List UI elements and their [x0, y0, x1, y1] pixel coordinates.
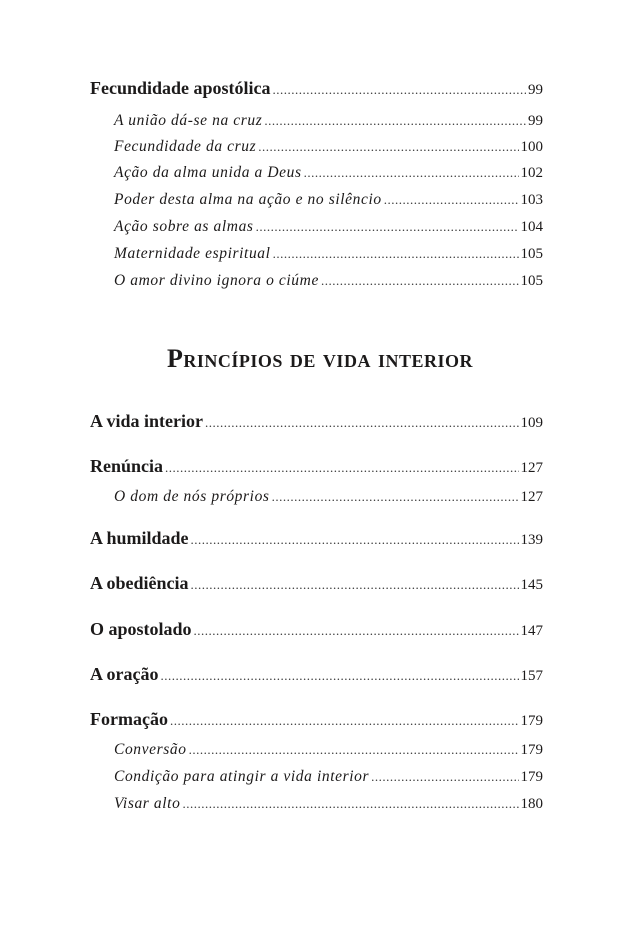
toc-entry-title: A oração	[90, 664, 159, 684]
dot-leader	[205, 415, 519, 431]
toc-entry-title: A obediência	[90, 573, 189, 593]
toc-entry-title: O apostolado	[90, 619, 192, 639]
toc-entry	[90, 456, 543, 477]
toc-entry-page: 147	[520, 623, 543, 639]
toc-subentry	[114, 768, 543, 786]
dot-leader	[264, 113, 526, 129]
toc-entry-page: 109	[520, 415, 543, 431]
toc-entry-title: A humildade	[90, 528, 189, 548]
toc-entry	[90, 78, 543, 99]
toc-subentry-page: 99	[528, 113, 543, 129]
toc-subentry-page: 127	[520, 489, 543, 505]
toc-entry	[90, 619, 543, 640]
dot-leader	[273, 246, 519, 262]
toc-entry	[90, 573, 543, 594]
toc-subentry-page: 103	[520, 192, 543, 208]
toc-subentry-page: 104	[520, 219, 543, 235]
toc-entry-title: Formação	[90, 709, 168, 729]
toc-subentry-page: 102	[520, 165, 543, 181]
toc-subentry	[114, 272, 543, 290]
toc-subentry-title: Maternidade espiritual	[114, 245, 271, 262]
toc-entry-page: 157	[520, 668, 543, 684]
toc-subentry-title: Visar alto	[114, 795, 181, 812]
dot-leader	[182, 796, 518, 812]
toc-entry-title: Fecundidade apostólica	[90, 78, 271, 98]
toc-subentry	[114, 112, 543, 130]
toc-subentry-title: Fecundidade da cruz	[114, 138, 257, 155]
toc-subentry	[114, 138, 543, 156]
toc-entry-title: A vida interior	[90, 411, 203, 431]
toc-subentry-title: O dom de nós próprios	[114, 488, 270, 505]
dot-leader	[191, 532, 519, 548]
toc-subentry	[114, 488, 543, 506]
toc-subentry	[114, 218, 543, 236]
toc-subentry	[114, 164, 543, 182]
toc-subentry-title: O amor divino ignora o ciúme	[114, 272, 319, 289]
dot-leader	[272, 489, 519, 505]
toc-entry-page: 139	[520, 532, 543, 548]
toc-entry-page: 99	[528, 82, 543, 98]
dot-leader	[273, 82, 526, 98]
toc-subentry	[114, 741, 543, 759]
toc-subentry-page: 179	[520, 769, 543, 785]
toc-subentry-page: 100	[520, 139, 543, 155]
toc-subentry-title: Conversão	[114, 741, 187, 758]
dot-leader	[170, 713, 519, 729]
toc-entry	[90, 411, 543, 432]
toc-entry-page: 127	[520, 460, 543, 476]
dot-leader	[304, 165, 519, 181]
toc-subentry-page: 179	[520, 742, 543, 758]
dot-leader	[191, 577, 519, 593]
toc-entry-title: Renúncia	[90, 456, 164, 476]
section-heading: Princípios de vida interior	[167, 344, 473, 373]
toc-entry	[90, 664, 543, 685]
toc-entry-page: 145	[520, 577, 543, 593]
toc-entry	[90, 528, 543, 549]
toc-subentry-title: Poder desta alma na ação e no silêncio	[114, 191, 382, 208]
dot-leader	[194, 623, 519, 639]
toc-entry	[90, 709, 543, 730]
dot-leader	[256, 219, 519, 235]
toc-subentry-title: A união dá-se na cruz	[114, 112, 263, 129]
toc-subentry	[114, 191, 543, 209]
toc-subentry-title: Ação sobre as almas	[114, 218, 254, 235]
toc-subentry-title: Ação da alma unida a Deus	[114, 164, 302, 181]
dot-leader	[371, 769, 518, 785]
dot-leader	[258, 139, 518, 155]
toc-subentry-title: Condição para atingir a vida interior	[114, 768, 370, 785]
dot-leader	[384, 192, 519, 208]
toc-entry-page: 179	[520, 713, 543, 729]
dot-leader	[189, 742, 519, 758]
toc-subentry	[114, 795, 543, 813]
toc-subentry	[114, 245, 543, 263]
dot-leader	[165, 460, 518, 476]
dot-leader	[321, 273, 519, 289]
toc-subentry-page: 105	[520, 246, 543, 262]
toc-subentry-page: 180	[520, 796, 543, 812]
dot-leader	[160, 668, 518, 684]
toc-subentry-page: 105	[520, 273, 543, 289]
